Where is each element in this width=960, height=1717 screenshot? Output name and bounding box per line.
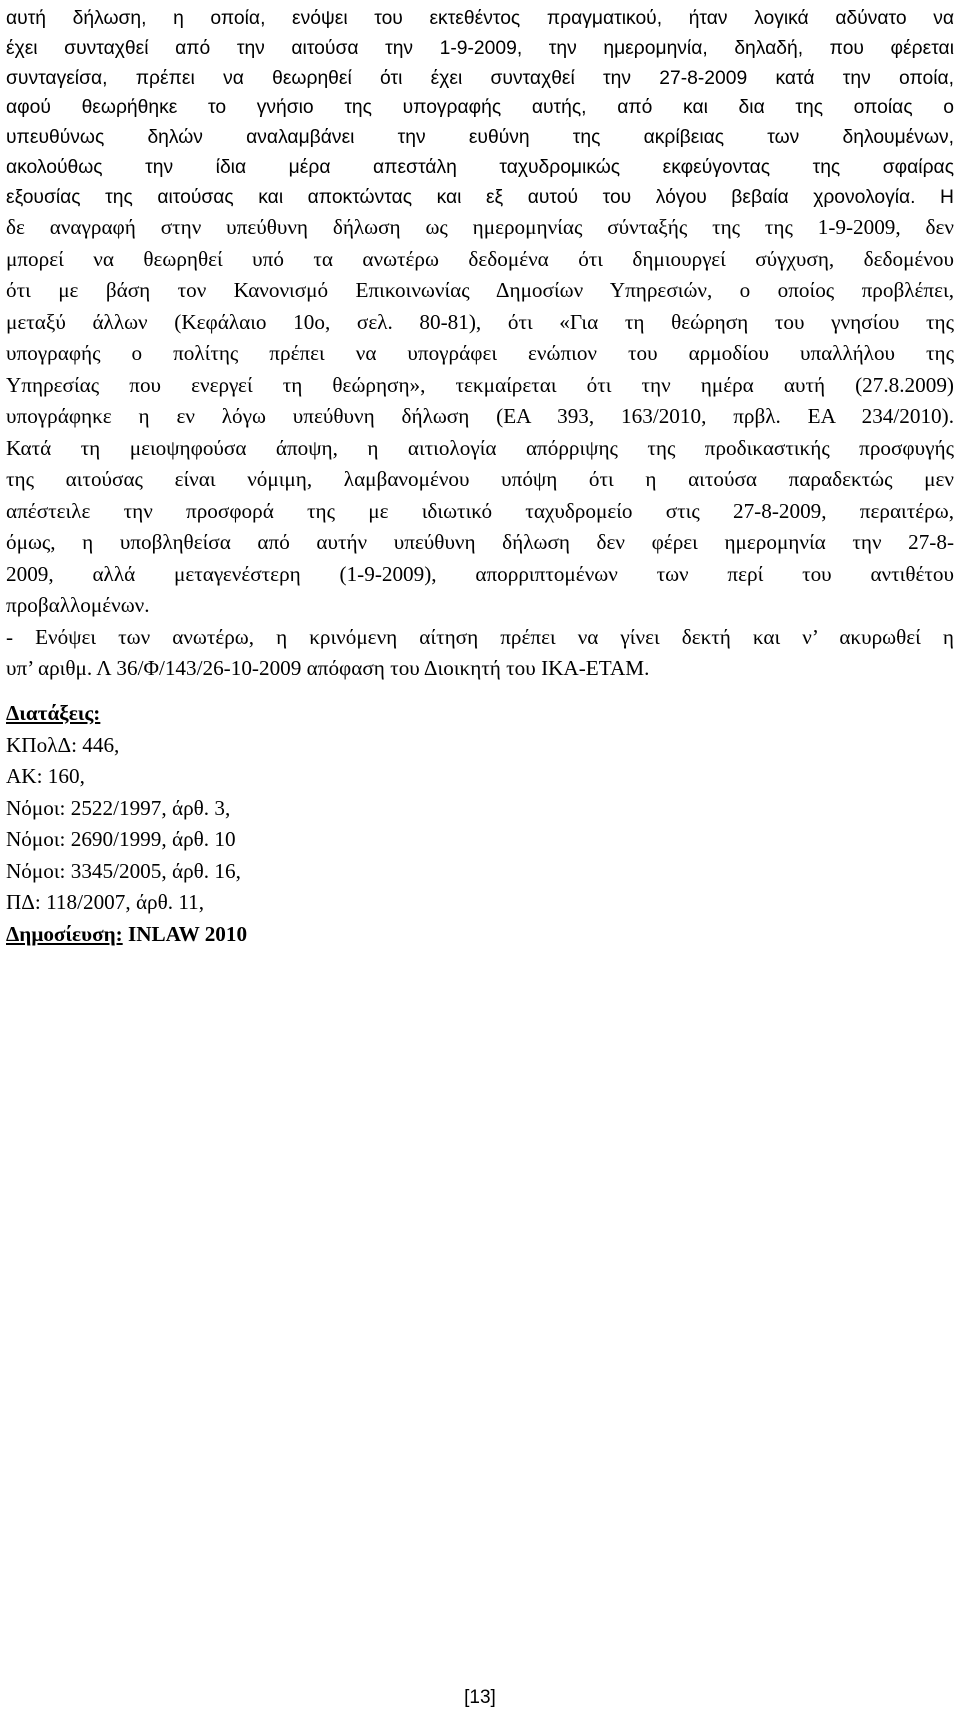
page-number: [13] xyxy=(464,1687,496,1708)
provision-item: ΠΔ: 118/2007, άρθ. 11, xyxy=(6,890,205,914)
text-line: μεταξύ άλλων (Κεφάλαιο 10ο, σελ. 80-81), ότι «Για τη θεώρηση του γνησίου της xyxy=(6,309,954,334)
provision-item: Νόμοι: 2690/1999, άρθ. 10 xyxy=(6,827,236,851)
text-line: προβαλλομένων. xyxy=(6,593,150,618)
text-line: αυτή δήλωση, η οποία, ενόψει του εκτεθέντος πραγματικού, ήταν λογικά αδύνατο να xyxy=(6,8,954,29)
text-line: Υπηρεσίας που ενεργεί τη θεώρηση», τεκμαίρεται ότι την ημέρα αυτή (27.8.2009) xyxy=(6,372,954,397)
provisions-section xyxy=(6,698,954,950)
paragraph-serif-1 xyxy=(6,212,954,433)
text-line: 2009, αλλά μεταγενέστερη (1-9-2009), απορριπτομένων των περί του αντιθέτου xyxy=(6,561,954,586)
text-line: αφού θεωρήθηκε το γνήσιο της υπογραφής αυτής, από και δια της οποίας ο xyxy=(6,97,954,119)
document-body xyxy=(6,4,954,685)
text-line: Κατά τη μειοψηφούσα άποψη, η αιτιολογία απόρριψης της προδικαστικής προσφυγής xyxy=(6,435,954,460)
text-line: υπευθύνως δηλών αναλαμβάνει την ευθύνη της ακρίβειας των δηλουμένων, xyxy=(6,127,954,148)
text-line: εξουσίας της αιτούσας και αποκτώντας και εξ αυτού του λόγου βεβαία χρονολογία. Η xyxy=(6,186,954,208)
provision-item: Νόμοι: 2522/1997, άρθ. 3, xyxy=(6,795,231,820)
text-line: δε αναγραφή στην υπεύθυνη δήλωση ως ημερομηνίας σύνταξής της της 1-9-2009, δεν xyxy=(6,215,954,240)
text-line: όμως, η υποβληθείσα από αυτήν υπεύθυνη δήλωση δεν φέρει ημερομηνία την 27-8- xyxy=(6,530,954,555)
text-line: - Ενόψει των ανωτέρω, η κρινόμενη αίτηση πρέπει να γίνει δεκτή και ν’ ακυρωθεί η xyxy=(6,624,954,649)
text-line: υπογραφής ο πολίτης πρέπει να υπογράφει ενώπιον του αρμοδίου υπαλλήλου της xyxy=(6,341,954,366)
provision-item: ΚΠολΔ: 446, xyxy=(6,732,120,757)
paragraph-serif-3 xyxy=(6,622,954,685)
text-line: ότι με βάση τον Κανονισμό Επικοινωνίας Δημοσίων Υπηρεσιών, ο οποίος προβλέπει, xyxy=(6,278,954,303)
text-line: υπογράφηκε η εν λόγω υπεύθυνη δήλωση (ΕΑ 393, 163/2010, πρβλ. ΕΑ 234/2010). xyxy=(6,404,954,429)
text-line: της αιτούσας είναι νόμιμη, λαμβανομένου υπόψη ότι η αιτούσα παραδεκτώς μεν xyxy=(6,467,954,492)
text-line: έχει συνταχθεί από την αιτούσα την 1-9-2009, την ημερομηνία, δηλαδή, που φέρεται xyxy=(6,37,954,59)
text-line: συνταγείσα, πρέπει να θεωρηθεί ότι έχει συνταχθεί την 27-8-2009 κατά την οποία, xyxy=(6,67,954,89)
publication-value: INLAW 2010 xyxy=(122,921,248,946)
text-line: απέστειλε την προσφορά της με ιδιωτικό ταχυδρομείο στις 27-8-2009, περαιτέρω, xyxy=(6,498,954,523)
provision-item: ΑΚ: 160, xyxy=(6,764,85,788)
publication-label: Δημοσίευση: xyxy=(6,921,123,946)
publication-line xyxy=(6,919,954,951)
provisions-heading: Διατάξεις: xyxy=(6,701,101,725)
provision-item: Νόμοι: 3345/2005, άρθ. 16, xyxy=(6,858,241,883)
paragraph-serif-2 xyxy=(6,433,954,622)
text-line: ακολούθως την ίδια μέρα απεστάλη ταχυδρομικώς εκφεύγοντας της σφαίρας xyxy=(6,156,954,178)
text-line: μπορεί να θεωρηθεί υπό τα ανωτέρω δεδομένα ότι δημιουργεί σύγχυση, δεδομένου xyxy=(6,246,954,271)
paragraph-sans xyxy=(6,4,954,212)
text-line: υπ’ αριθμ. Λ 36/Φ/143/26-10-2009 απόφαση του Διοικητή του ΙΚΑ-ΕΤΑΜ. xyxy=(6,656,650,681)
